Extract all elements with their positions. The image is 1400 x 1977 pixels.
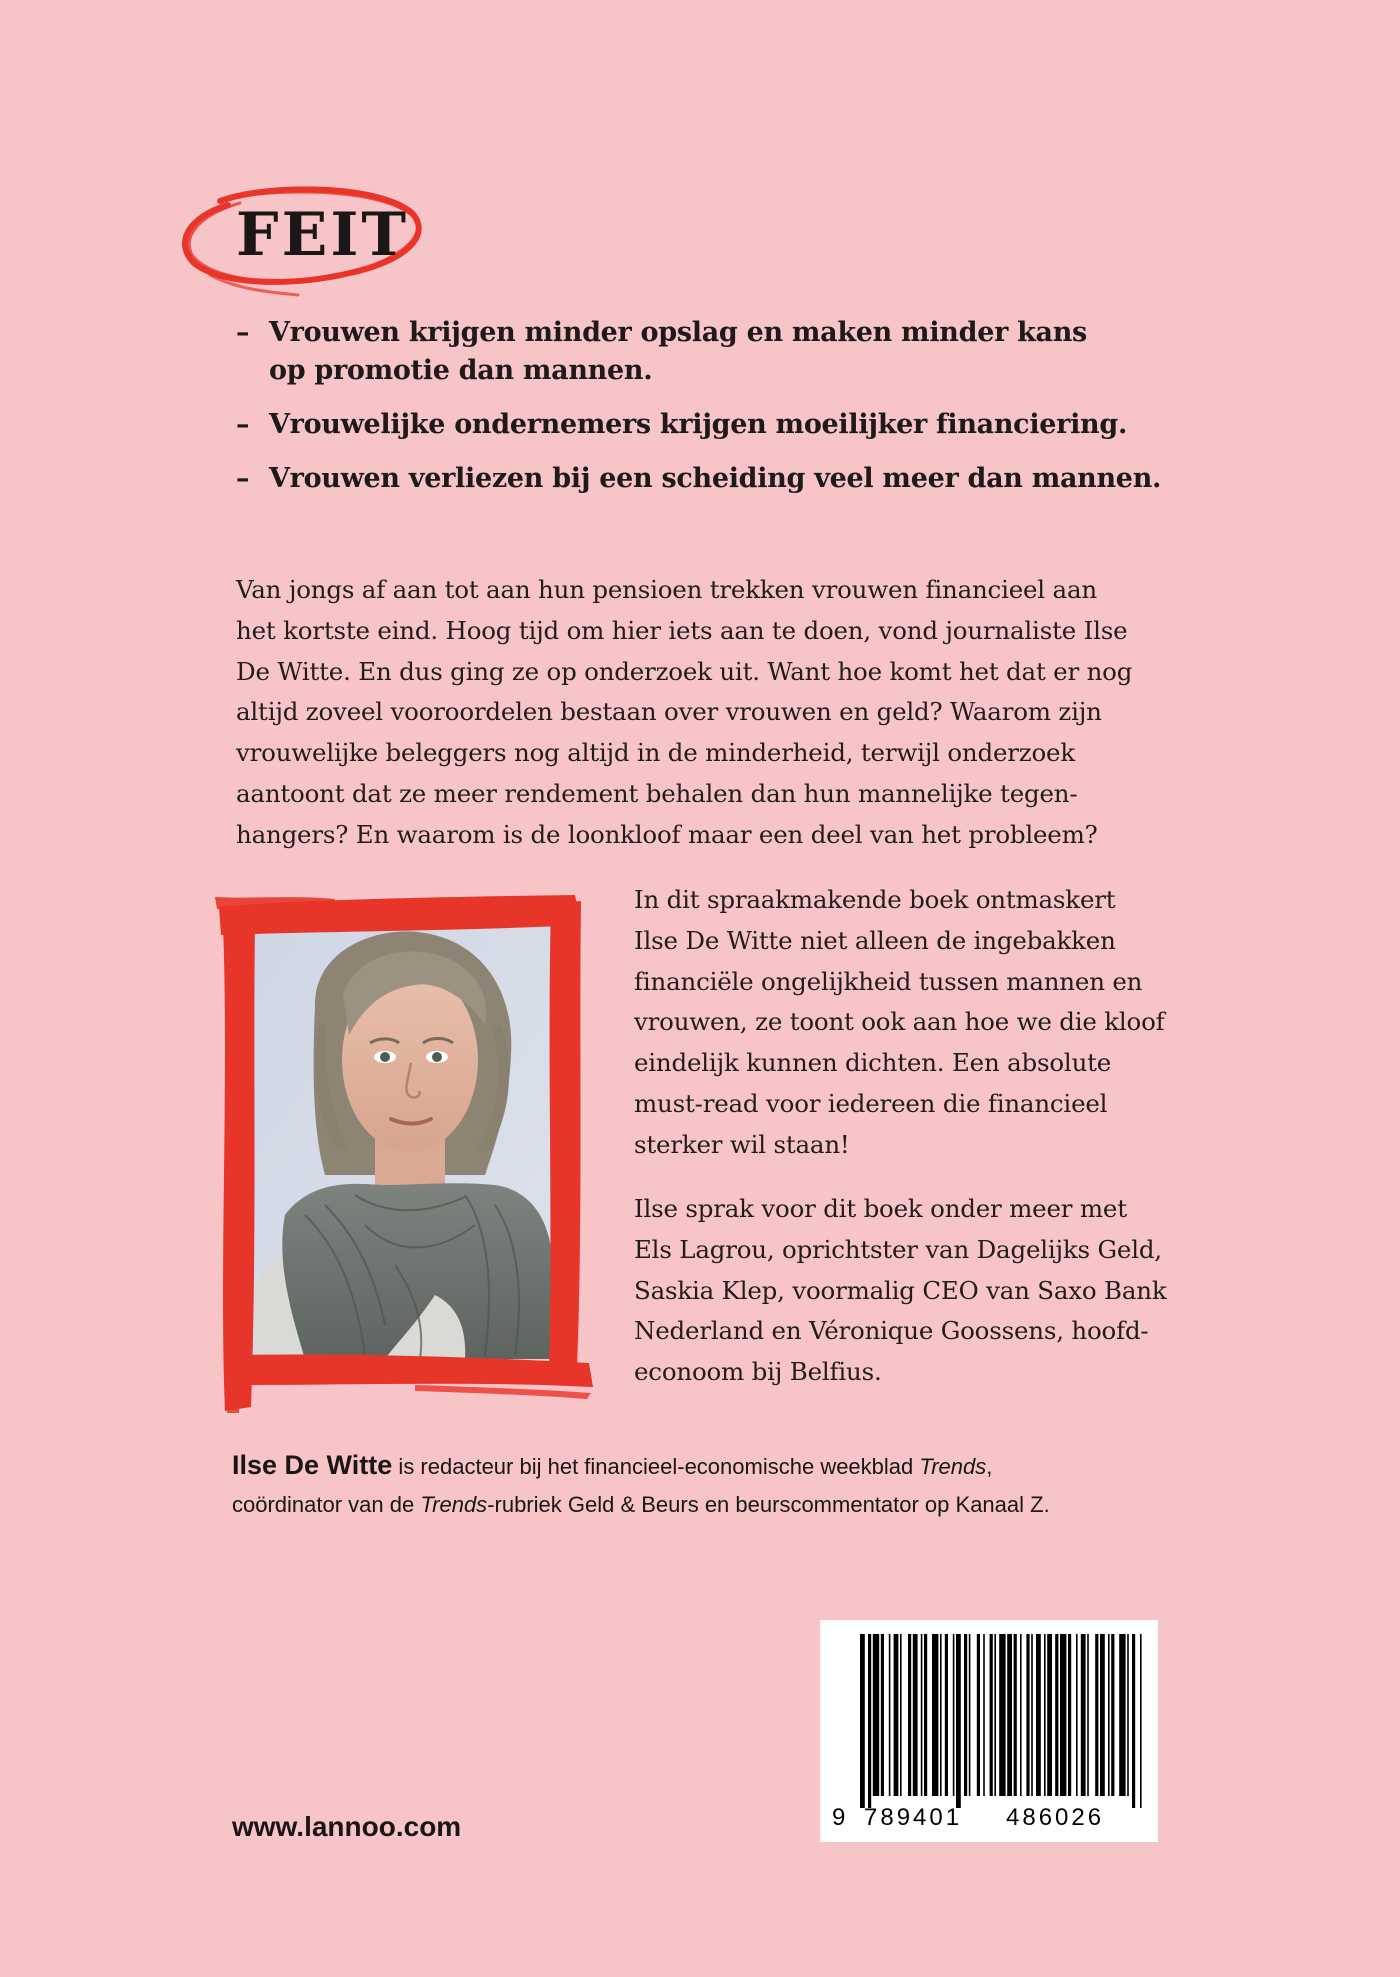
barcode-bar <box>1127 1634 1129 1796</box>
author-portrait-icon <box>215 885 595 1415</box>
fact-line: Vrouwen krijgen minder opslag en maken minder kans <box>269 317 1087 348</box>
barcode-bar <box>1026 1634 1029 1796</box>
barcode-bar <box>924 1634 927 1796</box>
page-title: FEIT <box>236 200 410 270</box>
bio-text: , <box>986 1454 993 1479</box>
barcode-bar <box>945 1634 948 1796</box>
paragraph-line: Ilse sprak voor dit boek onder meer met <box>634 1194 1127 1223</box>
list-item <box>236 460 1236 498</box>
paragraph-line: vrouwelijke beleggers nog altijd in de minderheid, terwijl onderzoek <box>236 738 1075 768</box>
barcode-bar <box>1060 1634 1066 1796</box>
publisher-website[interactable]: www.lannoo.com <box>232 1811 462 1842</box>
list-item <box>236 314 1236 390</box>
barcode-bar <box>1087 1634 1089 1796</box>
facts-list <box>236 314 1236 514</box>
barcode-bar <box>999 1634 1005 1796</box>
author-photo-frame <box>215 885 595 1415</box>
paragraph-line: De Witte. En dus ging ze op onderzoek uit. Want hoe komt het dat er nog <box>236 656 1133 686</box>
barcode-bar <box>1014 1634 1017 1796</box>
paragraph-line: altijd zoveel vooroordelen bestaan over vrouwen en geld? Waarom zijn <box>236 697 1102 727</box>
intro-paragraph <box>236 570 1196 856</box>
author-name: Ilse De Witte <box>232 1450 393 1480</box>
fact-line: Vrouwelijke ondernemers krijgen moeilijker financiering. <box>269 409 1128 440</box>
barcode-bar <box>1076 1634 1078 1796</box>
isbn-right-group: 486026 <box>1006 1804 1105 1831</box>
bio-text: is redacteur bij het financieel-economische weekblad <box>392 1454 920 1479</box>
barcode-bar <box>956 1634 961 1808</box>
publication-name: Trends <box>919 1454 987 1479</box>
barcode-bar <box>913 1634 918 1796</box>
interviewees-paragraph <box>634 1189 1194 1393</box>
barcode-bar <box>1119 1634 1125 1796</box>
paragraph-line: must-read voor iedereen die financieel <box>634 1088 1108 1118</box>
barcode-bar <box>1031 1634 1033 1796</box>
barcode-bar <box>1095 1634 1098 1796</box>
paragraph-line: econoom bij Belfius. <box>634 1357 882 1387</box>
isbn-left-group: 789401 <box>864 1804 963 1831</box>
fact-line: op promotie dan mannen. <box>269 355 653 386</box>
barcode-bar <box>964 1634 967 1796</box>
barcode-bar <box>1007 1634 1012 1796</box>
paragraph-line: aantoont dat ze meer rendement behalen dan hun mannelijke tegen- <box>236 778 1078 808</box>
fact-line: Vrouwen verliezen bij een scheiding veel meer dan mannen. <box>269 463 1162 494</box>
barcode-bar <box>1108 1634 1110 1796</box>
isbn-first-digit: 9 <box>832 1804 846 1831</box>
bio-text: coördinator van de <box>232 1492 421 1517</box>
barcode-bar <box>1044 1634 1046 1796</box>
paragraph-line: sterker wil staan! <box>634 1129 850 1159</box>
barcode-bar <box>889 1634 891 1796</box>
barcode-bar <box>1100 1634 1105 1796</box>
paragraph-line: Els Lagrou, oprichtster van Dagelijks Geld, <box>634 1234 1162 1264</box>
barcode-bar <box>994 1634 996 1796</box>
paragraph-line: hangers? En waarom is de loonkloof maar een deel van het probleem? <box>236 819 1098 849</box>
paragraph-line: eindelijk kunnen dichten. Een absolute <box>634 1048 1112 1078</box>
barcode-bar <box>983 1634 985 1796</box>
isbn-barcode <box>820 1620 1158 1842</box>
barcode-bar <box>1055 1634 1058 1796</box>
barcode-bar <box>881 1634 884 1796</box>
bio-line <box>232 1446 1232 1486</box>
paragraph-line: vrouwen, ze toont ook aan hoe we die kloof <box>634 1007 1165 1037</box>
paragraph-line: Ilse De Witte niet alleen de ingebakken <box>634 925 1116 955</box>
barcode-bar <box>1036 1634 1041 1796</box>
paragraph-line: Nederland en Véronique Goossens, hoofd- <box>634 1316 1149 1346</box>
barcode-bar <box>1020 1634 1022 1796</box>
paragraph-line: financiële ongelijkheid tussen mannen en <box>634 966 1143 996</box>
barcode-bar <box>900 1634 902 1796</box>
author-bio <box>232 1446 1232 1524</box>
dash-bullet: – <box>236 317 250 348</box>
dash-bullet: – <box>236 463 250 494</box>
description-paragraph <box>634 880 1194 1166</box>
barcode-bar <box>1047 1634 1052 1796</box>
barcode-bar <box>860 1634 865 1808</box>
paragraph-line: het kortste eind. Hoog tijd om hier iets aan te doen, vond journaliste Ilse <box>236 615 1128 645</box>
barcode-bar <box>940 1634 942 1796</box>
barcode-bar <box>1081 1634 1086 1796</box>
paragraph-line: In dit spraakmakende boek ontmaskert <box>634 885 1116 914</box>
dash-bullet: – <box>236 409 250 440</box>
barcode-bar <box>868 1634 871 1808</box>
barcode-bar <box>969 1634 971 1796</box>
barcode-bar <box>908 1634 911 1796</box>
barcode-bar <box>894 1634 899 1796</box>
barcode-bar <box>921 1634 923 1796</box>
barcode-bar <box>1132 1634 1135 1808</box>
list-item <box>236 406 1236 444</box>
barcode-bar <box>932 1634 938 1796</box>
barcode-bar <box>1068 1634 1071 1796</box>
barcode-bar <box>1140 1634 1142 1808</box>
bio-line <box>232 1486 1232 1524</box>
paragraph-line: Van jongs af aan tot aan hun pensioen trekken vrouwen financieel aan <box>236 575 1097 604</box>
feit-heading-group <box>180 183 430 308</box>
barcode-bar <box>990 1634 993 1796</box>
publication-name: Trends <box>420 1492 488 1517</box>
barcode-bar <box>977 1634 980 1796</box>
bio-text: -rubriek Geld & Beurs en beurscommentator op Kanaal Z. <box>487 1492 1050 1517</box>
paragraph-line: Saskia Klep, voormalig CEO van Saxo Bank <box>634 1275 1167 1305</box>
barcode-bar <box>873 1634 879 1796</box>
barcode-bar <box>953 1634 955 1796</box>
barcode-bar <box>1111 1634 1114 1796</box>
